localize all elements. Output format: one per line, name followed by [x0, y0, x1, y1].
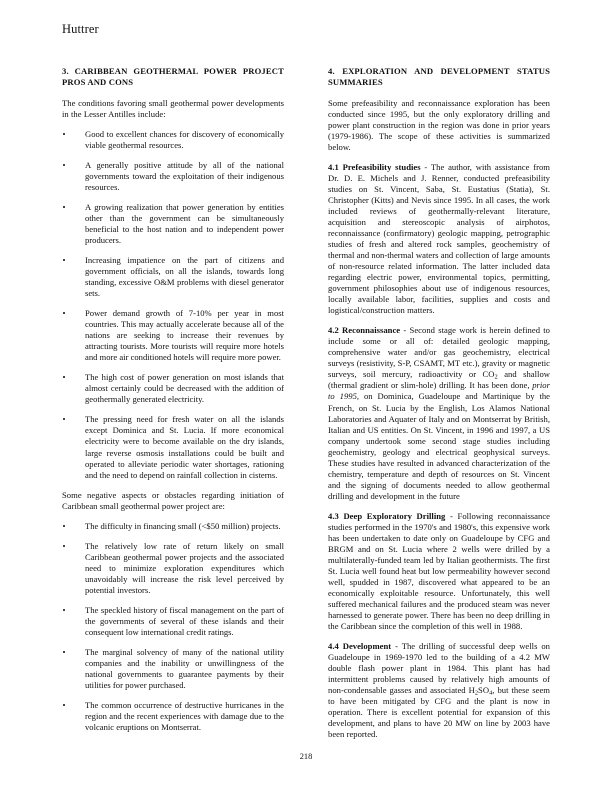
subsection-4-4-text-part-1: The drilling of successful deep wells on Guadeloupe in 1969-1970 led to the building of a 4.2 MW double flash power plant in 1984. This plant has had intermittent problems caused by relatively high amounts of non-condensable gasses and associated H — [328, 641, 550, 696]
section-3-heading: 3. CARIBBEAN GEOTHERMAL POWER PROJECT PROS AND CONS — [62, 66, 284, 88]
bullet-icon: • — [62, 700, 66, 711]
bullet-icon: • — [62, 128, 66, 139]
h2so4-subscript-2: 2 — [474, 689, 479, 697]
con-item-text: The common occurrence of destructive hurricanes in the region and the recent experiences with damage due to the volcanic eruptions on Montserrat. — [85, 700, 284, 733]
bullet-icon: • — [62, 604, 66, 615]
h2so4-subscript-4: 4 — [489, 689, 493, 697]
subsection-4-1-text: The author, with assistance from Dr. D. E. Michels and J. Renner, conducted prefeasibility studies on St. Vincent, Saba, St. Eustatius (Statia), St. Christopher (Kitts) and Nevis since 1995. In all cases, the work included reviews of geothermally-relevant literature, acquisition and stereoscopic analysis of airphotos, reconnaissance (confirmatory) geologic mapping, petrographic studies of fresh and altered rock samples, geochemistry of thermal and non-thermal waters and collection of large amounts of non-resource related information. The latter included data regarding electric power, environmental topics, permitting, government philosophies about use of indigenous resources, locally available labor, facilities, supplies and costs and logistical/construction matters. — [328, 161, 550, 316]
bullet-icon: • — [62, 255, 66, 266]
subsection-4-2-run-in-heading: 4.2 Reconnaissance — [328, 325, 401, 336]
pro-item-text: A generally positive attitude by all of the national governments toward the exploitation of their indigenous resources. — [85, 159, 284, 192]
con-item-text: The marginal solvency of many of the national utility companies and the inability or unwillingness of the national governments to guarantee payments by their utilities for power purchased. — [85, 646, 284, 691]
list-item — [62, 521, 284, 532]
bullet-icon: • — [62, 520, 66, 531]
bullet-icon: • — [62, 372, 66, 383]
pro-item-text: A growing realization that power generation by entities other than the government can be simultaneously beneficial to the host nation and to independent power producers. — [85, 201, 284, 245]
subsection-4-2 — [328, 325, 550, 502]
bullet-icon: • — [62, 159, 66, 170]
bullet-icon: • — [62, 540, 66, 551]
page-number: 218 — [299, 752, 313, 761]
subsection-4-4-text-part-3: , but these seem to have been mitigated by CFG and the plant is now in operation. There is excellent potential for expansion of this development, and plans to have 20 MW on line by 2003 have been reported. — [328, 685, 551, 740]
list-item — [62, 700, 284, 733]
prior-to-1995-italic: prior to 1995 — [328, 380, 550, 402]
right-column — [328, 66, 550, 740]
subsection-4-3 — [328, 511, 550, 632]
pro-item-text: Good to excellent chances for discovery of economically viable geothermal resources. — [85, 128, 284, 150]
list-item — [62, 541, 284, 596]
section-4-intro-paragraph: Some prefeasibility and reconnaissance exploration has been conducted since 1995, but the only exploratory drilling and power plant construction in the region was done in prior years (1979-1986). The scope of these activities is summarized below. — [328, 97, 550, 152]
section-4-heading: 4. EXPLORATION AND DEVELOPMENT STATUS SUMMARIES — [328, 66, 550, 88]
subsection-4-2-separator: - — [400, 325, 410, 336]
list-item — [62, 160, 284, 193]
cons-bullet-list — [62, 521, 284, 734]
pro-item-text: The pressing need for fresh water on all the islands except Dominica and St. Lucia. If more economical electricity were to become available on the dry islands, large reverse osmosis installations could be built and operated to alleviate periodic water shortages, rationing and the need to depend on rainfall collection in cisterns. — [85, 414, 284, 480]
con-item-text: The difficulty in financing small (<$50 million) projects. — [85, 520, 281, 531]
pros-bullet-list — [62, 129, 284, 481]
pro-item-text: Increasing impatience on the part of citizens and government officials, on all the islands, towards long standing, excessive O&M problems with diesel generator sets. — [85, 255, 284, 299]
co2-subscript: 2 — [494, 373, 498, 381]
subsection-4-4-separator: - — [391, 641, 402, 652]
list-item — [62, 414, 284, 480]
left-column — [62, 66, 284, 742]
subsection-4-2-text-part-1: Second stage work is herein defined to include some or all of: detailed geologic mapping, comprehensive water and/or gas geochemistry, electrical surveys (resistivity, S-P, CSAMT, MT etc.), gravity or magnetic surveys, soil mercury, radioactivity or CO — [328, 325, 551, 380]
pro-item-text: The high cost of power generation on most islands that almost certainly could be decreased with the addition of geothermally generated electricity. — [85, 372, 284, 405]
bullet-icon: • — [62, 414, 66, 425]
bullet-icon: • — [62, 646, 66, 657]
subsection-4-3-run-in-heading: 4.3 Deep Exploratory Drilling — [328, 510, 450, 521]
subsection-4-4-run-in-heading: 4.4 Development — [328, 641, 392, 652]
running-head: Huttrer — [62, 22, 99, 36]
con-item-text: The speckled history of fiscal management on the part of the governments of several of these islands and their consequent low international credit ratings. — [85, 604, 284, 637]
subsection-4-3-separator: - — [450, 510, 458, 521]
list-item — [62, 372, 284, 405]
pro-item-text: Power demand growth of 7-10% per year in most countries. This may actually accelerate because all of the nations are seeking to increase their revenues by attracting tourists. More tourists will require more hotels and more air conditioned hotels will require more power. — [85, 308, 284, 363]
cons-intro-paragraph: Some negative aspects or obstacles regarding initiation of Caribbean small geothermal power project are: — [62, 489, 284, 511]
bullet-icon: • — [62, 201, 66, 212]
subsection-4-4-text-part-2: SO — [478, 685, 490, 696]
subsection-4-2-text-part-3: , on Dominica, Guadeloupe and Martinique by the French, on St. Lucia by the English, Los Alamos National Laboratories and Aquater of Italy and on Montserrat by British, Italian and US entities. On St. Vincent, in 1996 and 1997, a US company undertook some second stage studies including geochemistry, geology and electrical geophysical surveys. These studies have resulted in advanced characterization of the chemistry, temperature and depth of resources on St. Vincent and the signing of documents needed to allow geothermal drilling and development in the future — [328, 391, 551, 501]
subsection-4-1-separator: - — [420, 161, 431, 172]
list-item — [62, 605, 284, 638]
subsection-4-2-text-part-2: and shallow (thermal gradient or slim-hole) drilling. It has been done, — [328, 369, 550, 391]
subsection-4-1 — [328, 162, 550, 316]
con-item-text: The relatively low rate of return likely on small Caribbean geothermal power projects and the associated need to minimize exploration expenditures which unavoidably will increase the risk level perceived by potential investors. — [85, 540, 284, 595]
list-item — [62, 308, 284, 363]
list-item — [62, 129, 284, 151]
list-item — [62, 647, 284, 691]
section-3-intro-paragraph: The conditions favoring small geothermal power developments in the Lesser Antilles include: — [62, 97, 284, 119]
bullet-icon: • — [62, 308, 66, 319]
list-item — [62, 202, 284, 246]
subsection-4-4 — [328, 641, 550, 740]
subsection-4-1-run-in-heading: 4.1 Prefeasibility studies — [328, 161, 421, 172]
list-item — [62, 255, 284, 299]
subsection-4-3-text: Following reconnaissance studies performed in the 1970's and 1980's, this expensive work has been undertaken to date only on Guadeloupe by CFG and BRGM and on St. Lucia where 2 wells were drilled by a multilaterally-funded team led by Italian geothermists. The first St. Lucia well found heat but low permeability however second well, spudded in 1987, discovered what appeared to be an economically exploitable resource. Unfortunately, this well suffered mechanical failures and the produced steam was never harnessed to generate power. There has been no deep drilling in the Caribbean since the completion of this well in 1988. — [328, 510, 550, 632]
